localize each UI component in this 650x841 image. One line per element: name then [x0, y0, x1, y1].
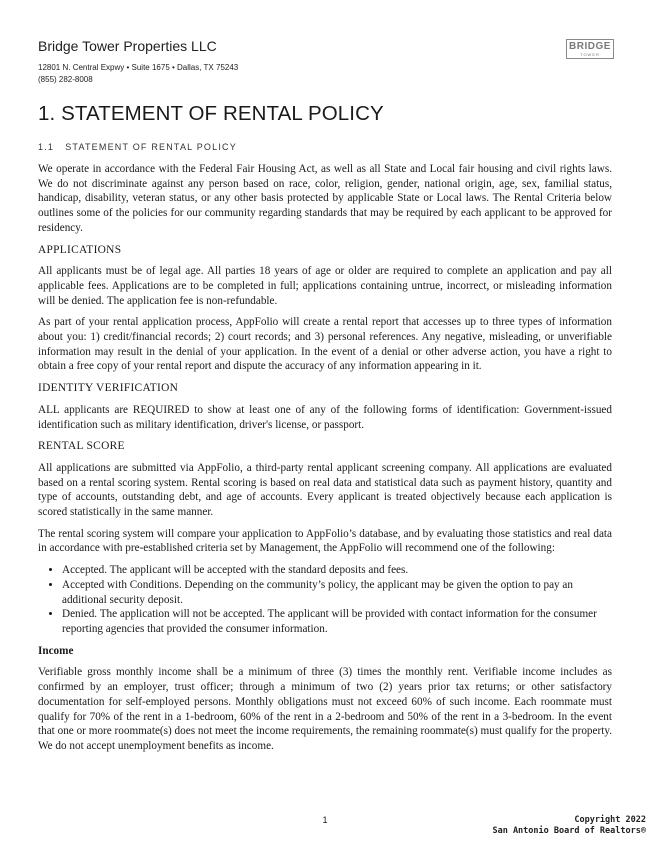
recommendation-accepted: • Accepted. The applicant will be accepted with the standard deposits and fees. — [62, 563, 612, 578]
company-name: Bridge Tower Properties LLC — [38, 38, 217, 54]
recommendation-denied: • Denied. The application will not be accepted. The applicant will be provided with contact information for the consumer reporting agencies that provided the consumer information. — [62, 607, 612, 636]
logo-main-text: BRIDGE — [569, 40, 611, 52]
copyright-line-1: Copyright 2022 — [574, 815, 646, 825]
document-body — [38, 162, 612, 761]
identity-heading: IDENTITY VERIFICATION — [38, 382, 179, 395]
page-title: 1. STATEMENT OF RENTAL POLICY — [38, 102, 384, 125]
page-number: 1 — [322, 815, 328, 825]
logo-sub-text: TOWER — [580, 51, 600, 57]
section-subtitle: 1.1 STATEMENT OF RENTAL POLICY — [38, 142, 237, 152]
applications-paragraph-2: As part of your rental application process, AppFolio will create a rental report that accesses up to three types of information about you: 1) credit/financial records; 2) court records; and 3) personal references. Any negative, misleading, or unverifiable information may result in the denial of your application. In the event of a denial or other adverse action, you have a right to obtain a free copy of your rental report and dispute the accuracy of any information appearing in it. — [38, 316, 612, 373]
company-address-block — [38, 62, 238, 86]
income-heading: Income — [38, 644, 74, 657]
copyright-line-2: San Antonio Board of Realtors® — [492, 826, 646, 836]
identity-paragraph: ALL applicants are REQUIRED to show at least one of any of the following forms of identification: Government-issued identification such as military identification, driver's license, or passport. — [38, 403, 612, 431]
copyright-notice — [492, 815, 646, 837]
applications-paragraph-1: All applicants must be of legal age. All parties 18 years of age or older are required to complete an application and pay all applicable fees. Applications are to be completed in full; applications containing untrue, incorrect, or misleading information will be denied. The application fee is non-refundable. — [38, 265, 612, 307]
company-address: 12801 N. Central Expwy • Suite 1675 • Dallas, TX 75243 — [38, 63, 239, 72]
recommendation-accepted-conditions: • Accepted with Conditions. Depending on the community’s policy, the applicant may be given the option to pay an additional security deposit. — [62, 578, 612, 607]
income-paragraph: Verifiable gross monthly income shall be a minimum of three (3) times the monthly rent. Verifiable income includes as confirmed by an employer, trust officer; through a minimum of two (2) years prior tax returns; or other satisfactory documentation for self-employed persons. Monthly obligations must not exceed 60% of such income. Each roommate must qualify for 70% of the rent in a 1-bedroom, 60% of the rent in a 2-bedroom and 50% of the rent in a 3-bedroom. In the event that one or more roommate(s) does not meet the income requirements, the remaining roommate(s) must qualify for the property. We do not accept unemployment benefits as income. — [38, 666, 612, 752]
rental-score-paragraph-1: All applications are submitted via AppFolio, a third-party rental applicant screening company. All applications are evaluated based on a rental scoring system. Rental scoring is based on real data and statistical data such as payment history, quantity and type of accounts, outstanding debt, and age of accounts. Every applicant is treated objectively because each application is scored statistically in the same manner. — [38, 461, 612, 519]
intro-paragraph: We operate in accordance with the Federal Fair Housing Act, as well as all State and Local fair housing and civil rights laws. We do not discriminate against any person based on race, color, religion, gender, national origin, age, sex, familial status, handicap, disability, veteran status, or any other basis protected by applicable State or Local laws. The Rental Criteria below outlines some of the policies for our community regarding standards that may be required by each applicant to be approved for residency. — [38, 163, 612, 234]
applications-heading: APPLICATIONS — [38, 243, 122, 256]
company-phone: (855) 282-8008 — [38, 75, 93, 84]
rental-score-heading: RENTAL SCORE — [38, 440, 125, 453]
rental-score-paragraph-2: The rental scoring system will compare your application to AppFolio’s database, and by evaluating those statistics and real data in accordance with pre-established criteria set by Management, the AppFolio will recommend one of the following: — [38, 527, 612, 555]
recommendation-list — [38, 563, 612, 637]
bridge-tower-logo — [566, 39, 614, 59]
